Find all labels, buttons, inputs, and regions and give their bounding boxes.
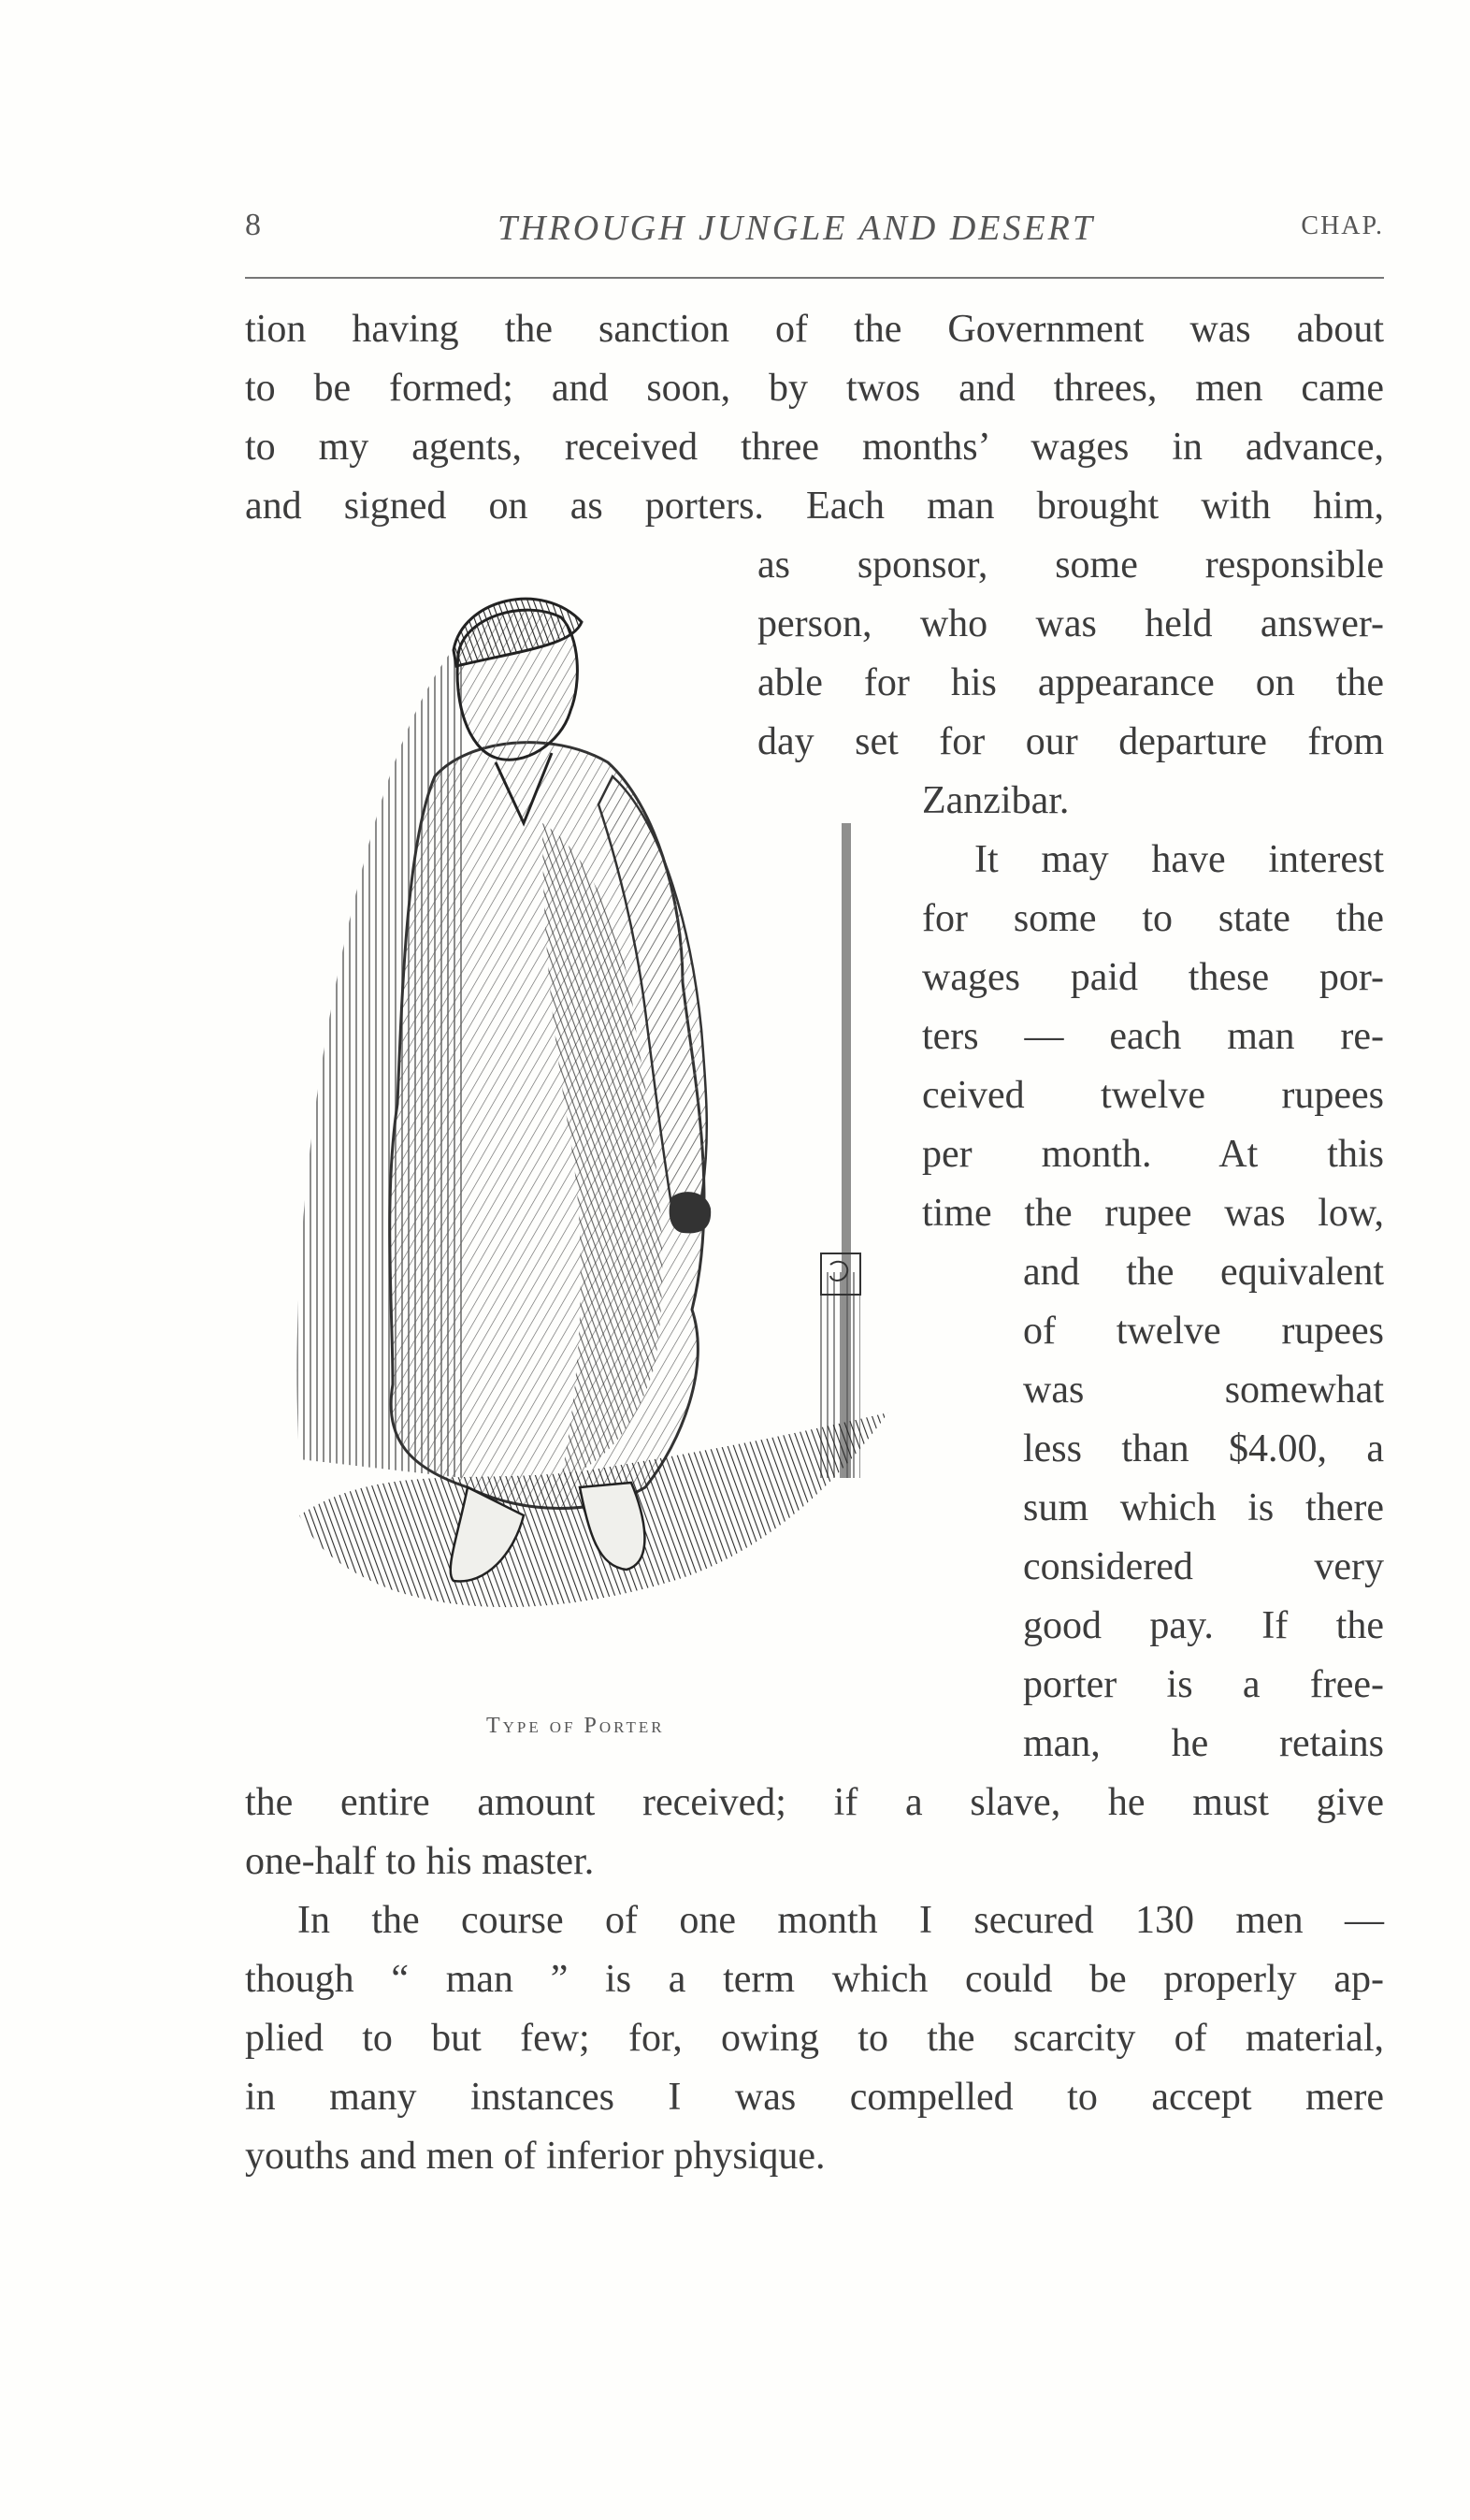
- text-line: ters — each man re-: [922, 1015, 1384, 1058]
- figure-caption: Type of Porter: [486, 1714, 665, 1738]
- text-line: in many instances I was compelled to accept mere: [245, 2076, 1384, 2119]
- text-line: considered very: [1023, 1545, 1384, 1588]
- running-head: [245, 208, 1384, 254]
- text-line: man, he retains: [1023, 1722, 1384, 1765]
- text-line: and signed on as porters. Each man brought with him,: [245, 485, 1384, 528]
- text-line: per month. At this: [922, 1133, 1384, 1176]
- text-line: porter is a free-: [1023, 1663, 1384, 1706]
- text-line: good pay. If the: [1023, 1604, 1384, 1647]
- text-line: to my agents, received three months’ wages in advance,: [245, 426, 1384, 469]
- text-line: wages paid these por-: [922, 956, 1384, 999]
- text-line: to be formed; and soon, by twos and threes, men came: [245, 367, 1384, 410]
- text-line: day set for our departure from: [757, 720, 1384, 763]
- chapter-label: CHAP.: [1301, 211, 1384, 240]
- text-line: though “ man ” is a term which could be properly ap-: [245, 1958, 1384, 2001]
- text-line: less than $4.00, a: [1023, 1427, 1384, 1470]
- page-number: 8: [245, 208, 261, 242]
- text-line: able for his appearance on the: [757, 661, 1384, 704]
- text-line: sum which is there: [1023, 1486, 1384, 1529]
- running-title: THROUGH JUNGLE AND DESERT: [497, 209, 1096, 248]
- text-line: youths and men of inferior physique.: [245, 2135, 826, 2178]
- text-line: In the course of one month I secured 130 men —: [297, 1899, 1384, 1942]
- text-line: for some to state the: [922, 897, 1384, 940]
- porter-hand: [670, 1192, 712, 1233]
- text-line: as sponsor, some responsible: [757, 543, 1384, 587]
- header-rule: [245, 277, 1384, 279]
- text-line: the entire amount received; if a slave, he must give: [245, 1781, 1384, 1824]
- text-line: one-half to his master.: [245, 1840, 595, 1883]
- text-line: Zanzibar.: [922, 779, 1070, 822]
- porter-illustration: [243, 543, 1029, 1702]
- text-line: of twelve rupees: [1023, 1310, 1384, 1353]
- text-line: was somewhat: [1023, 1369, 1384, 1412]
- text-line: tion having the sanction of the Government was about: [245, 308, 1384, 351]
- text-line: ceived twelve rupees: [922, 1074, 1384, 1117]
- text-line: person, who was held answer-: [757, 602, 1384, 645]
- text-line: plied to but few; for, owing to the scarcity of material,: [245, 2017, 1384, 2060]
- text-line: It may have interest: [974, 838, 1384, 881]
- text-line: and the equivalent: [1023, 1251, 1384, 1294]
- text-line: time the rupee was low,: [922, 1192, 1384, 1235]
